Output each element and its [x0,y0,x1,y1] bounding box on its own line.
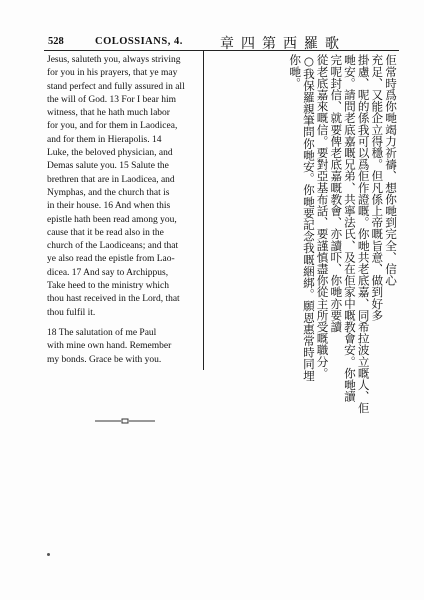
english-paragraph-1: Jesus, saluteth you, always striving for you in his prayers, that ye may stand perfect and fully assured in all the will of God. 13 For I bear him witness, that he hath much labor for you, and for them in Laodicea, and for them in Hierapolis. 14 Luke, the beloved physician, and Demas salute you. 15 Salute the brethren that are in Laodicea, and Nymphas, and the church that is in their house. 16 And when this epistle hath been read among you, cause that it be read also in the church of the Laodiceans; and that ye also read the epistle from Lao- dicea. 17 And say to Archippus, Take heed to the ministry which thou hast received in the Lord, that thou fulfil it. [47,55,185,318]
page-speck [47,553,50,556]
header-rule [44,50,399,51]
english-paragraph-2: 18 The salutation of me Paul with mine own hand. Remember my bonds. Grace be with you. [47,328,172,365]
chinese-column: 充足、又能企立得穩。但凡係上帝嘅旨意、做到好多 [370,54,385,321]
chinese-text-block [204,54,398,414]
running-title: COLOSSIANS, 4. [95,36,183,47]
running-title-chinese: 章四第西羅歌 [220,36,346,52]
chinese-column: ○我保羅親筆問你哋安。你哋要記念我嘅綑綁。願恩惠常時同埋 [301,54,316,382]
chinese-column: 從老底嘉來嘅信。要對亞基布話、要謹慎盡你從主所受嘅職分。 [315,54,330,379]
chinese-column: 哋安。請問老底嘉嘅兄弟、共寧法氏、及在佢家中嘅教會安。你哋讀 [342,54,357,402]
chinese-column: 完呢封信、就要俾老底嘉嘅教會、亦讀吓、你哋亦要讀 [329,54,344,333]
flourish-ornament [95,418,155,424]
page-number: 528 [48,36,64,47]
chinese-column: 你哋。 [288,54,303,89]
chinese-column: 佢常時爲你哋竭力祈禱、想你哋到完全、信心 [384,54,398,286]
chinese-column: 掛慮、呢的係我可以爲佢作證嘅。你哋共老底嘉、同希拉波立嘅人、佢 [356,54,371,414]
